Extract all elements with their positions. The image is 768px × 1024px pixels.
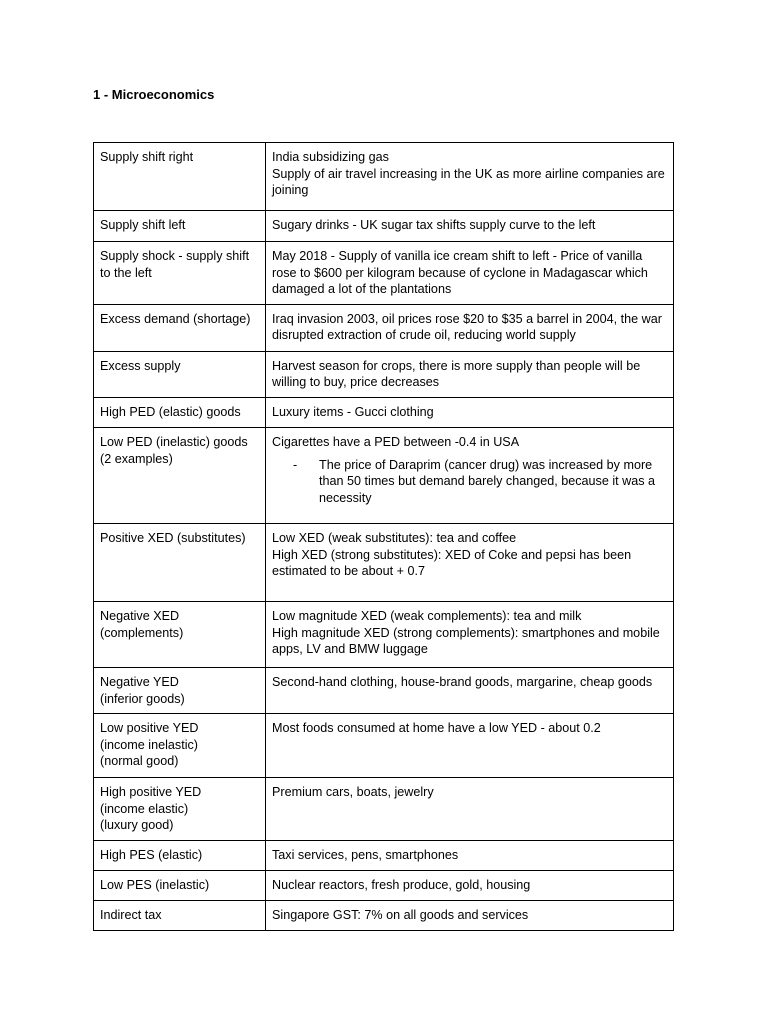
example-text: Low XED (weak substitutes): tea and coffee [272,530,517,545]
term-text: Low positive YED [100,721,199,736]
example-cell [266,667,674,713]
table-row [94,242,674,305]
term-text: (income inelastic) [100,737,198,752]
term-cell [94,351,266,397]
term-text: Supply shock - supply shift to the left [100,249,250,280]
example-text: Cigarettes have a PED between -0.4 in USA [272,434,520,449]
table-row [94,304,674,351]
term-cell [94,211,266,242]
example-text: Luxury items - Gucci clothing [272,404,434,419]
table-row [94,397,674,427]
term-cell [94,667,266,713]
table-row [94,211,674,242]
term-cell [94,397,266,427]
term-cell [94,304,266,351]
example-cell [266,714,674,778]
example-text: High magnitude XED (strong complements): smartphones and mobile apps, LV and BMW luggage [272,625,660,657]
example-cell [266,304,674,351]
term-text: Excess demand (shortage) [100,311,251,326]
example-cell [266,143,674,211]
table-row [94,871,674,901]
term-text: (normal good) [100,754,179,769]
term-cell [94,427,266,523]
example-text: Singapore GST: 7% on all goods and services [272,908,529,923]
term-text: Indirect tax [100,908,162,923]
term-text: Negative XED (complements) [100,608,184,640]
term-text: Positive XED (substitutes) [100,530,246,545]
example-text: Second-hand clothing, house-brand goods, margarine, cheap goods [272,674,653,689]
term-text: (income elastic) [100,801,189,816]
example-cell [266,427,674,523]
table-row [94,523,674,601]
table-row [94,714,674,778]
term-text: (luxury good) [100,818,174,833]
table-row [94,901,674,931]
table-row [94,778,674,841]
term-cell [94,778,266,841]
examples-table-body [94,143,674,931]
example-sublist [272,457,667,507]
example-cell [266,601,674,667]
example-cell [266,841,674,871]
table-row [94,427,674,523]
term-text: Supply shift left [100,218,186,232]
term-text: Supply shift right [100,150,194,164]
term-cell [94,714,266,778]
term-cell [94,841,266,871]
dash-bullet: - [293,457,298,472]
term-cell [94,601,266,667]
term-text: (inferior goods) [100,691,185,706]
table-row [94,667,674,713]
term-text: Low PED (inelastic) goods (2 examples) [100,434,248,466]
example-cell [266,523,674,601]
example-text: Supply of air travel increasing in the UK as more airline companies are joining [272,166,665,198]
example-cell [266,242,674,305]
term-cell [94,871,266,901]
bullet-text: The price of Daraprim (cancer drug) was increased by more than 50 times but demand barely changed, because it was a necessity [319,457,656,505]
term-text: Negative YED [100,674,179,689]
term-cell [94,143,266,211]
example-text: Low magnitude XED (weak complements): tea and milk [272,608,582,623]
term-cell [94,523,266,601]
example-text: May 2018 - Supply of vanilla ice cream shift to left - Price of vanilla rose to $600 per kilogram because of cyclone in Madagascar which damaged a lot of the plantations [272,249,648,297]
term-text: High PES (elastic) [100,848,203,863]
example-cell [266,351,674,397]
example-cell [266,871,674,901]
example-cell [266,211,674,242]
example-text: Iraq invasion 2003, oil prices rose $20 to $35 a barrel in 2004, the war disrupted extraction of crude oil, reducing world supply [272,311,662,343]
term-text: Excess supply [100,358,181,373]
table-row [94,601,674,667]
table-row [94,841,674,871]
example-text: Taxi services, pens, smartphones [272,848,459,863]
table-row [94,143,674,211]
example-cell [266,397,674,427]
example-cell [266,778,674,841]
example-text: Premium cars, boats, jewelry [272,785,434,800]
example-text: High XED (strong substitutes): XED of Coke and pepsi has been estimated to be about + 0.7 [272,547,632,579]
example-text: Most foods consumed at home have a low YED - about 0.2 [272,721,601,736]
term-cell [94,242,266,305]
term-text: Low PES (inelastic) [100,878,210,893]
table-row [94,351,674,397]
examples-table [93,142,674,931]
term-text: High PED (elastic) goods [100,404,241,419]
example-text: Sugary drinks - UK sugar tax shifts supply curve to the left [272,218,596,232]
term-text: High positive YED [100,785,202,800]
example-text: Harvest season for crops, there is more supply than people will be willing to buy, price decreases [272,358,641,390]
example-text: Nuclear reactors, fresh produce, gold, housing [272,878,531,893]
example-cell [266,901,674,931]
document-heading: 1 - Microeconomics [93,87,215,102]
term-cell [94,901,266,931]
list-item [272,457,667,507]
example-text: India subsidizing gas [272,150,389,164]
